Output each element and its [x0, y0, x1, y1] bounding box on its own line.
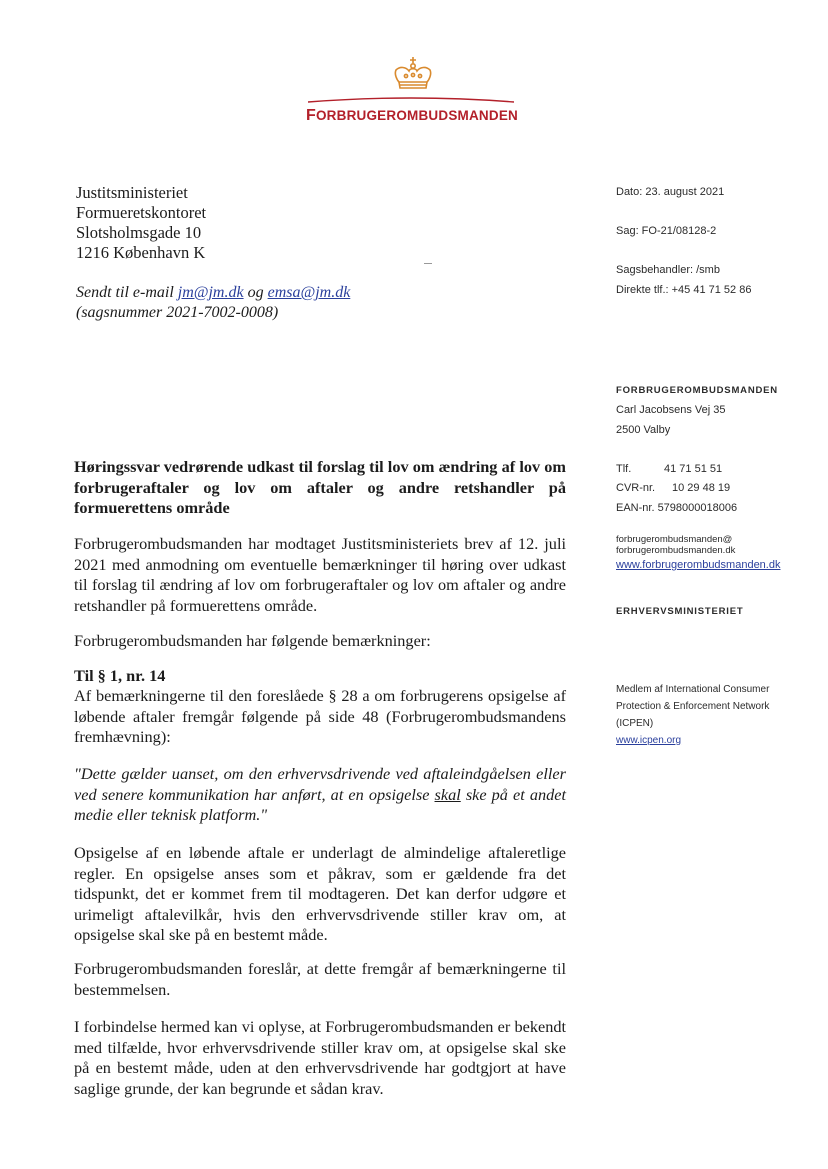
email-link-emsa[interactable]: emsa@jm.dk	[267, 284, 351, 301]
sidebar-address-city: 2500 Valby	[616, 424, 671, 436]
recipient-name: Justitsministeriet	[76, 183, 188, 202]
paragraph-remarks-lead: Forbrugerombudsmanden har følgende bemærkninger:	[74, 631, 431, 650]
quoted-passage: "Dette gælder uanset, om den erhvervsdrivende ved aftaleindgåelsen eller ved senere kommunikation har anført, at en opsigelse skal ske på et andet medie eller teknisk platform."	[74, 764, 567, 824]
sidebar-website-link[interactable]: www.forbrugerombudsmanden.dk	[616, 559, 781, 571]
sidebar-member-line2: Protection & Enforcement Network	[616, 701, 770, 712]
recipient-street: Slotsholmsgade 10	[76, 223, 202, 242]
stray-mark	[424, 263, 432, 264]
sent-via-email-line: Sendt til e-mail jm@jm.dk og emsa@jm.dk	[76, 284, 351, 301]
paragraph-intro: Forbrugerombudsmanden har modtaget Justitsministeriets brev af 12. juli 2021 med anmodning om eventuelle bemærkninger til høring over udkast til forslag til ændring af lov om forbrugeraftaler og lov om aftaler og andre retshandler på formuerettens område.	[74, 534, 566, 615]
letter-date: Dato: 23. august 2021	[616, 186, 725, 198]
sidebar-ean: EAN-nr. 5798000018006	[616, 502, 738, 514]
sidebar-member-line3: (ICPEN)	[616, 718, 654, 729]
letter-title: Høringssvar vedrørende udkast til forslag til lov om ændring af lov om forbrugeraftaler og lov om aftaler og andre retshandler på formuerettens område	[74, 457, 566, 517]
section-heading: Til § 1, nr. 14	[74, 666, 166, 685]
icpen-link[interactable]: www.icpen.org	[616, 735, 682, 746]
sidebar-member-line1: Medlem af International Consumer	[616, 684, 770, 695]
sidebar-email-line2[interactable]: forbrugerombudsmanden.dk	[616, 545, 736, 556]
recipient-office: Formueretskontoret	[76, 203, 207, 222]
paragraph-termination-rules: Opsigelse af en løbende aftale er underlagt de almindelige aftaleretlige regler. En opsigelse anses som et påkrav, som er gældende fra det tidspunkt, det er kommet frem til modtageren. Det kan derfor udgøre et urimeligt aftalevilkår, hvis den erhvervsdrivende stiller krav om, at opsigelse skal ske på en bestemt måde.	[74, 843, 566, 944]
case-number: (sagsnummer 2021-7002-0008)	[76, 304, 279, 321]
paragraph-proposal: Forbrugerombudsmanden foreslår, at dette fremgår af bemærkningerne til bestemmelsen.	[74, 959, 566, 999]
case-handler: Sagsbehandler: /smb	[616, 264, 720, 276]
sidebar-org-name: FORBRUGEROMBUDSMANDEN	[616, 385, 778, 396]
sidebar-address-street: Carl Jacobsens Vej 35	[616, 404, 726, 416]
case-reference: Sag: FO-21/08128-2	[616, 225, 717, 237]
crown-logo-icon	[390, 56, 436, 92]
logo-wordmark: FORBRUGEROMBUDSMANDEN	[306, 107, 518, 124]
logo-divider-line	[308, 94, 514, 104]
sidebar-email-line1[interactable]: forbrugerombudsmanden@	[616, 534, 733, 545]
sidebar-ministry: ERHVERVSMINISTERIET	[616, 606, 744, 617]
paragraph-observations: I forbindelse hermed kan vi oplyse, at Forbrugerombudsmanden er bekendt med tilfælde, hvor erhvervsdrivende stiller krav om, at opsigelse skal ske på en bestemt måde, uden at den erhvervsdrivende har godtgjort at have saglige grunde, der kan begrunde et sådan krav.	[74, 1017, 566, 1098]
sidebar-cvr: CVR-nr. 10 29 48 19	[616, 482, 731, 494]
email-link-jm[interactable]: jm@jm.dk	[177, 284, 244, 301]
paragraph-section-intro: Af bemærkningerne til den foreslåede § 28 a om forbrugerens opsigelse af løbende aftaler fremgår følgende på side 48 (Forbrugerombudsmandens fremhævning):	[74, 686, 566, 746]
direct-phone: Direkte tlf.: +45 41 71 52 86	[616, 284, 752, 296]
recipient-city: 1216 København K	[76, 243, 206, 262]
sidebar-phone: Tlf. 41 71 51 51	[616, 463, 723, 475]
